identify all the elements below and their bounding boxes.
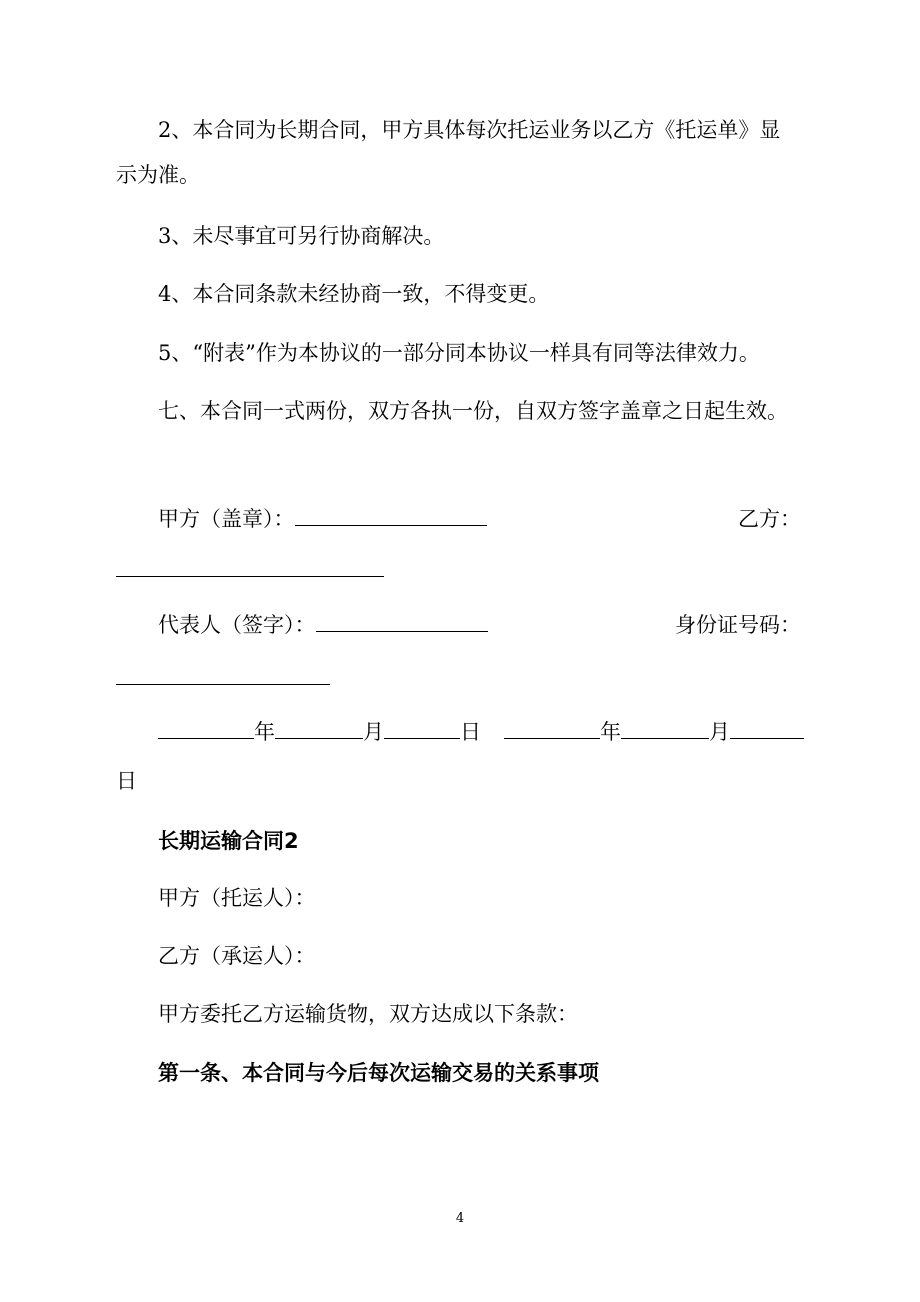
party-b-label: 乙方： xyxy=(738,507,801,531)
date-a-day-label: 日 xyxy=(460,720,481,744)
clause-5: 5、“附表”作为本协议的一部分同本协议一样具有同等法律效力。 xyxy=(158,341,760,365)
date-a-year-label: 年 xyxy=(254,720,275,744)
clause-seven: 七、本合同一式两份，双方各执一份，自双方签字盖章之日起生效。 xyxy=(158,399,788,423)
rep-signature-blank[interactable] xyxy=(316,613,488,632)
date-a-day-blank[interactable] xyxy=(384,720,460,739)
date-b-year-label: 年 xyxy=(600,720,621,744)
party-a-seal-label: 甲方（盖章）： xyxy=(158,507,295,531)
party-a-seal-blank[interactable] xyxy=(295,507,487,526)
date-b-month-label: 月 xyxy=(709,720,730,744)
contract2-title: 长期运输合同2 xyxy=(158,829,299,853)
clause-3: 3、未尽事宜可另行协商解决。 xyxy=(158,224,445,248)
contract2-party-a: 甲方（托运人）： xyxy=(158,886,316,910)
date-b-day-label: 日 xyxy=(116,769,137,793)
date-a-month-blank[interactable] xyxy=(275,720,363,739)
date-a-month-label: 月 xyxy=(363,720,384,744)
date-b-year-blank[interactable] xyxy=(504,720,600,739)
clause-4: 4、本合同条款未经协商一致，不得变更。 xyxy=(158,282,550,306)
party-b-blank[interactable] xyxy=(116,576,384,577)
id-number-blank[interactable] xyxy=(116,684,330,685)
date-b-row xyxy=(504,719,804,745)
clause-2-line2: 示为准。 xyxy=(116,163,200,187)
clause-2-line1: 2、本合同为长期合同，甲方具体每次托运业务以乙方《托运单》显 xyxy=(158,118,781,142)
contract2-party-b: 乙方（承运人）： xyxy=(158,944,316,968)
rep-signature-label: 代表人（签字）： xyxy=(158,613,316,637)
rep-signature-row xyxy=(158,612,488,638)
date-row xyxy=(158,719,481,745)
date-b-month-blank[interactable] xyxy=(621,720,709,739)
party-a-seal-row xyxy=(158,506,487,532)
page-number: 4 xyxy=(455,1211,465,1226)
date-a-year-blank[interactable] xyxy=(158,720,254,739)
article-1-heading: 第一条、本合同与今后每次运输交易的关系事项 xyxy=(158,1061,599,1085)
contract2-intro: 甲方委托乙方运输货物，双方达成以下条款： xyxy=(158,1002,578,1026)
date-b-day-blank[interactable] xyxy=(730,720,804,739)
id-number-label: 身份证号码： xyxy=(675,613,801,637)
